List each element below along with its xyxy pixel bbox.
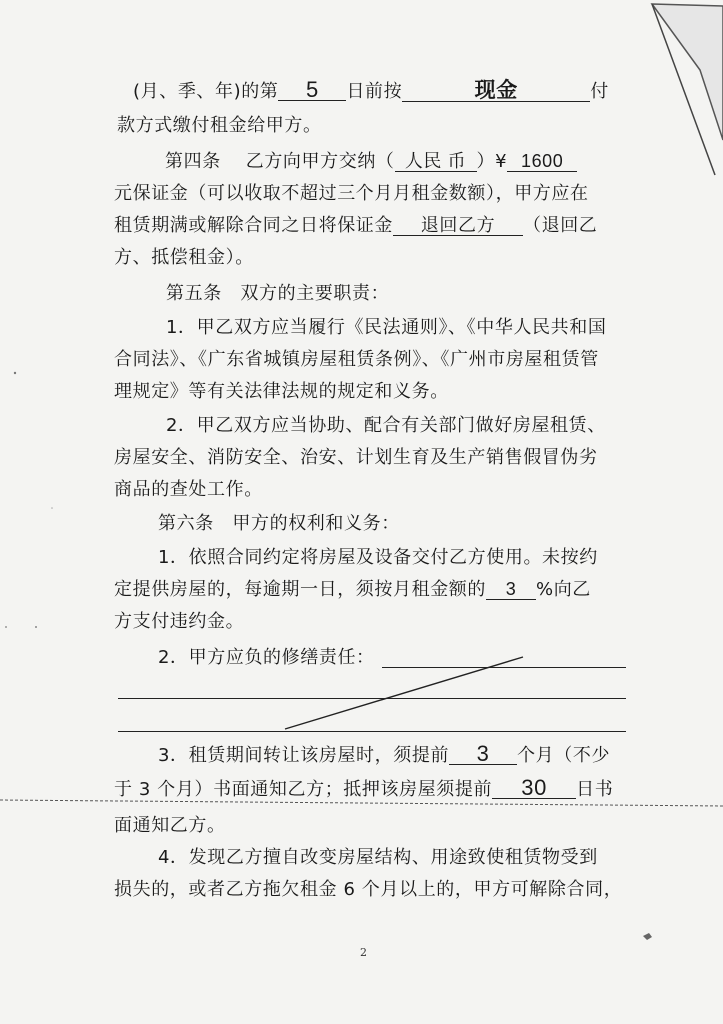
- deposit-amount-fill: 1600: [507, 151, 577, 172]
- article-4-line-1: 第四条 乙方向甲方交纳（ 人民 币 ）¥ 1600: [165, 150, 577, 174]
- repair-blank-line-2: [118, 698, 626, 699]
- article-6-heading: 第六条 甲方的权利和义务：: [158, 513, 400, 534]
- clause-line-1: (月、季、年)的第 5 日前按 现金 付: [133, 77, 609, 102]
- article-6-item-3-line-1: 3．租赁期间转让该房屋时，须提前 3 个月（不少: [158, 741, 611, 766]
- article-5-item-2-line-2: 房屋安全、消防安全、治安、计划生育及生产销售假冒伪劣: [114, 447, 598, 468]
- article-6-item-4-line-2: 损失的，或者乙方拖欠租金 6 个月以上的，甲方可解除合同，: [114, 879, 623, 900]
- article-6-item-3-line-2: 于 3 个月）书面通知乙方；抵押该房屋须提前 30 日书: [114, 775, 614, 800]
- penalty-percent-fill: 3: [486, 579, 536, 600]
- article-5-item-1-line-2: 合同法》、《广东省城镇房屋租赁条例》、《广州市房屋租赁管: [114, 349, 599, 370]
- article-4-line-2: 元保证金（可以收取不超过三个月月租金数额），甲方应在: [114, 183, 589, 204]
- deposit-handling-fill: 退回乙方: [393, 215, 523, 236]
- folded-corner: [652, 4, 723, 140]
- article-6-item-1-line-1: 1．依照合同约定将房屋及设备交付乙方使用。未按约: [158, 547, 598, 568]
- article-6-item-1-line-2: 定提供房屋的，每逾期一日，须按月租金额的 3 %向乙: [114, 579, 591, 600]
- payment-method-fill: 现金: [402, 81, 590, 102]
- article-6-item-3-line-3: 面通知乙方。: [114, 815, 226, 836]
- payment-day-fill: 5: [278, 80, 346, 101]
- article-5-item-2-line-3: 商品的查处工作。: [114, 479, 263, 500]
- article-5-item-2-line-1: 2．甲乙双方应当协助、配合有关部门做好房屋租赁、: [166, 415, 606, 436]
- article-6-item-2-label: 2．甲方应负的修缮责任：: [158, 647, 375, 668]
- repair-blank-line-1: [382, 667, 626, 668]
- article-5-heading: 第五条 双方的主要职责：: [166, 283, 390, 304]
- article-4-line-3: 租赁期满或解除合同之日将保证金 退回乙方 （退回乙: [114, 215, 598, 236]
- repair-blank-line-3: [118, 731, 626, 732]
- article-5-item-1-line-3: 理规定》等有关法律法规的规定和义务。: [114, 381, 449, 402]
- page-number: 2: [360, 946, 367, 959]
- article-6-item-4-line-1: 4．发现乙方擅自改变房屋结构、用途致使租赁物受到: [158, 847, 598, 868]
- article-4-line-4: 方、抵偿租金）。: [114, 247, 254, 268]
- article-5-item-1-line-1: 1．甲乙双方应当履行《民法通则》、《中华人民共和国: [166, 317, 607, 338]
- mortgage-notice-days-fill: 30: [492, 778, 576, 799]
- transfer-notice-months-fill: 3: [449, 744, 517, 765]
- ink-speck: [643, 933, 652, 940]
- clause-line-2: 款方式缴付租金给甲方。: [117, 115, 322, 136]
- article-6-item-1-line-3: 方支付违约金。: [114, 611, 245, 632]
- deposit-currency-fill: 人民 币: [395, 151, 477, 172]
